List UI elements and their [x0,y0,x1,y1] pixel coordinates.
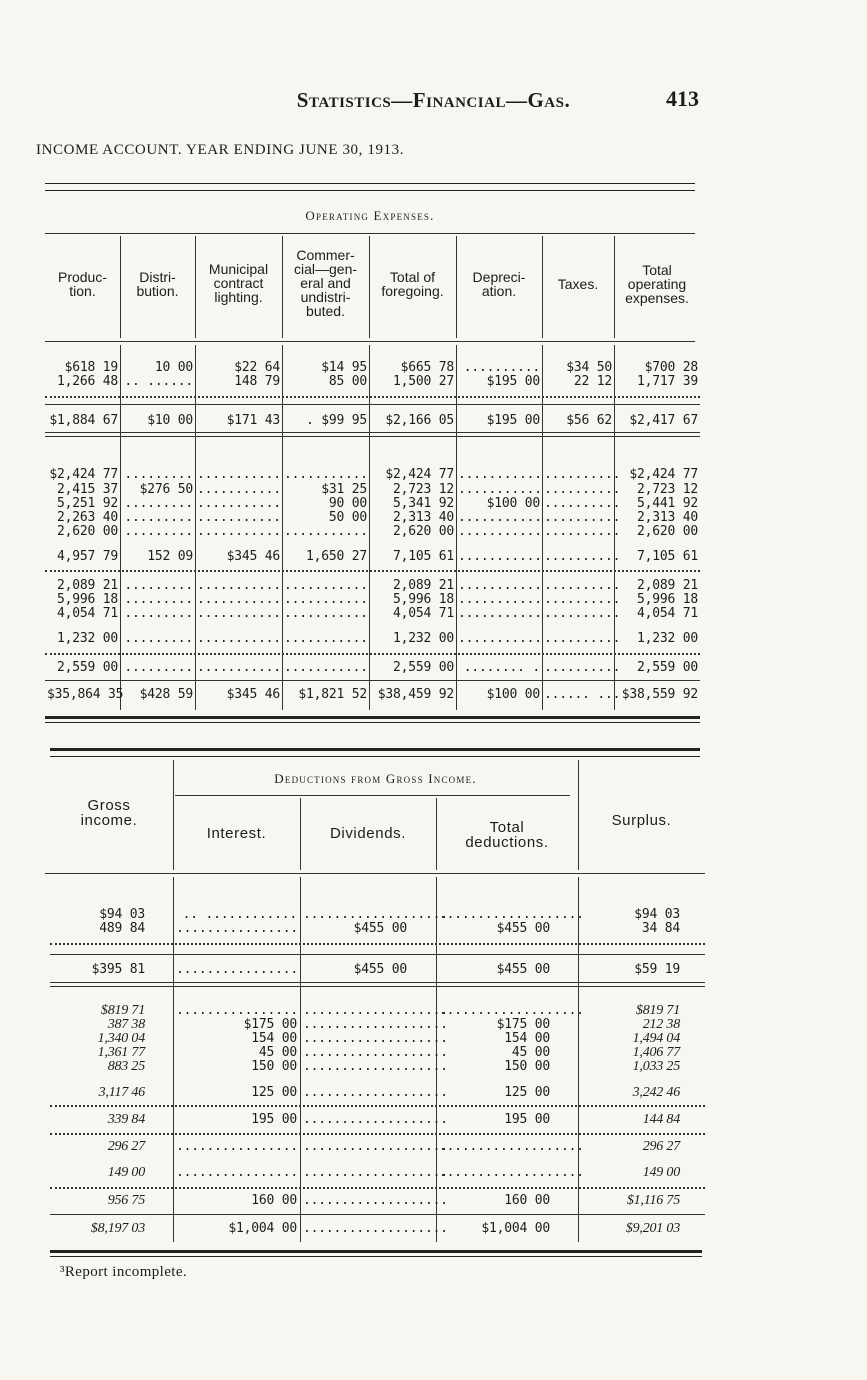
opex-cell: 1,266 48 [56,374,118,389]
opex-cell: 5,996 18 [636,592,698,607]
opex-cell: ........... [197,467,281,482]
ded-cell: ................ [176,1003,299,1018]
ded-cell: ................... [303,1017,448,1032]
dotted-separator [50,943,705,945]
opex-cell: 5,996 18 [56,592,118,607]
ded-cell: ................... [439,1139,584,1154]
ded-cell: 34 84 [641,921,680,936]
opex-cell: 2,723 12 [392,482,454,497]
ded-cell: 154 00 [251,1031,297,1046]
ded-cell: .. ............ [182,907,297,922]
opex-cell: ........... [284,592,368,607]
col-header-5: Depreci- ation. [472,269,526,299]
col-divider [542,345,543,710]
ded-cell: $455 00 [353,962,407,977]
opex-cell: ........... [458,482,542,497]
col-divider [369,345,370,710]
col-divider [542,236,543,338]
opex-cell: $38,459 92 [377,687,454,702]
opex-cell: ........... [458,631,542,646]
ded-cell: 125 00 [504,1085,550,1100]
opex-bottom-rule [45,716,700,719]
ded-cell: ................... [303,1059,448,1074]
top-rule [45,183,695,184]
subtotal-rule-bottom-2 [45,436,700,437]
dotted-separator [50,1105,705,1107]
opex-cell: 1,717 39 [636,374,698,389]
opex-cell: ......... [124,524,193,539]
opex-cell: ........... [197,660,281,675]
subtotal-rule-bottom [45,432,700,433]
opex-cell: $1,884 67 [49,413,118,428]
opex-cell: .......... [544,467,621,482]
subtotal-rule-bottom [50,982,705,983]
opex-cell: ......... [124,578,193,593]
opex-cell: ........... [458,549,542,564]
opex-cell: 10 00 [154,360,193,375]
ded-cell: $819 71 [100,1003,145,1018]
ded-cell: $1,004 00 [228,1221,297,1236]
ded-cell: 883 25 [107,1059,145,1074]
opex-cell: ........... [197,592,281,607]
opex-cell: ...... ... [544,687,621,702]
ded-cell: 296 27 [107,1139,145,1154]
ded-cell: ................... [303,1045,448,1060]
col-divider [578,760,579,870]
ded-cell: 3,117 46 [98,1085,145,1100]
deductions-title-rule [175,795,570,796]
opex-cell: $31 25 [321,482,367,497]
ded-cell: ................... [303,1165,448,1180]
opex-cell: $345 46 [226,687,280,702]
ded-cell: 1,033 25 [632,1059,680,1074]
dotted-separator [45,653,700,655]
ded-top-rule [50,748,700,751]
opex-cell: 2,620 00 [636,524,698,539]
opex-cell: 5,341 92 [392,496,454,511]
opex-cell: .......... [544,660,621,675]
ded-cell: 45 00 [258,1045,297,1060]
opex-cell: ........... [197,631,281,646]
ded-cell: $455 00 [353,921,407,936]
opex-cell: 4,054 71 [56,606,118,621]
opex-cell: 2,415 37 [56,482,118,497]
opex-cell: ......... [124,660,193,675]
opex-cell: ........... [458,510,542,525]
ded-cell: ................... [303,1003,448,1018]
opex-cell: $345 46 [226,549,280,564]
opex-cell: 22 12 [573,374,612,389]
ded-bottom-rule [50,1250,702,1253]
col-divider [120,345,121,710]
dotted-separator [50,1187,705,1189]
opex-cell: 2,263 40 [56,510,118,525]
operating-expenses-title: Operating Expenses. [305,208,435,223]
opex-cell: $2,417 67 [629,413,698,428]
opex-cell: .......... [544,524,621,539]
dotted-separator [45,396,700,398]
opex-cell: ........... [197,496,281,511]
col-header-6: Taxes. [557,276,599,292]
opex-cell: 5,441 92 [636,496,698,511]
opex-cell: 2,089 21 [636,578,698,593]
ded-cell: 160 00 [504,1193,550,1208]
opex-cell: ........... [284,631,368,646]
opex-cell: $665 78 [400,360,454,375]
ded-cell: 489 84 [99,921,145,936]
opex-cell: ......... [124,510,193,525]
ded-cell: 144 84 [642,1112,680,1127]
ded-cell: $175 00 [496,1017,550,1032]
ded-cell: ................... [439,907,584,922]
col-header-0: Produc- tion. [57,269,108,299]
ded-cell: 1,340 04 [97,1031,145,1046]
ded-cell: $395 81 [91,962,145,977]
opex-cell: 5,996 18 [392,592,454,607]
ded-col-header-3: Total deductions. [465,819,549,851]
opex-cell: ......... [124,496,193,511]
ded-cell: 45 00 [511,1045,550,1060]
opex-cell: $618 19 [64,360,118,375]
opex-cell: ........... [284,660,368,675]
top-rule-2 [45,190,695,191]
ded-cell: 149 00 [642,1165,680,1180]
opex-cell: ........... [197,578,281,593]
ded-cell: 1,361 77 [97,1045,145,1060]
dotted-separator [50,1133,705,1135]
ded-cell: 212 38 [642,1017,680,1032]
opex-cell: 152 09 [147,549,193,564]
col-divider [456,345,457,710]
ded-cell: $94 03 [634,907,680,922]
ded-cell: ................ [176,1139,299,1154]
opex-cell: ........... [458,592,542,607]
opex-cell: $195 00 [486,413,540,428]
opex-cell: $10 00 [147,413,193,428]
opex-cell: $22 64 [234,360,280,375]
ded-cell: ................... [303,1112,448,1127]
opex-cell: $34 50 [566,360,612,375]
opex-cell: 2,559 00 [56,660,118,675]
col-divider [456,236,457,338]
opex-cell: .......... [544,631,621,646]
ded-cell: ................... [303,1193,448,1208]
header-bottom-rule [45,341,695,342]
subtotal-rule [45,404,700,405]
ded-cell: ................... [303,1085,448,1100]
opex-cell: 2,089 21 [392,578,454,593]
opex-cell: $276 50 [139,482,193,497]
ded-cell: ................ [176,1165,299,1180]
ded-cell: $8,197 03 [90,1221,145,1236]
opex-cell: 2,559 00 [392,660,454,675]
ded-cell: ................... [303,1139,448,1154]
opex-cell: ........... [284,606,368,621]
ded-cell: 195 00 [504,1112,550,1127]
ded-bottom-rule-2 [50,1256,702,1257]
ded-cell: 296 27 [642,1139,680,1154]
opex-cell: $195 00 [486,374,540,389]
ded-cell: 339 84 [107,1112,145,1127]
opex-cell: ........ . [463,660,540,675]
ded-cell: 150 00 [251,1059,297,1074]
ded-cell: ................ [176,962,299,977]
opex-cell: .......... [463,360,540,375]
opex-cell: 148 79 [234,374,280,389]
opex-cell: $56 62 [566,413,612,428]
opex-cell: 1,500 27 [392,374,454,389]
opex-cell: ......... [124,631,193,646]
opex-cell: ........... [284,524,368,539]
col-header-3: Commer- cial—gen- eral and undistri- buted. [293,247,358,319]
col-divider [300,798,301,870]
opex-cell: $700 28 [644,360,698,375]
col-divider [120,236,121,338]
ded-cell: ................... [303,1221,448,1236]
opex-cell: $2,424 77 [49,467,118,482]
col-header-2: Municipal contract lighting. [208,261,269,305]
page-title: Statistics—Financial—Gas. [296,88,571,112]
ded-cell: $59 19 [634,962,680,977]
ded-cell: 387 38 [107,1017,145,1032]
opex-cell: $35,864 35 [47,687,124,702]
footnote: ³Report incomplete. [60,1264,188,1280]
opex-cell: .. ...... [124,374,193,389]
col-divider [173,760,174,870]
ded-cell: $94 03 [99,907,145,922]
col-divider [436,798,437,870]
ded-header-bottom-rule [45,873,705,874]
opex-cell: .......... [544,578,621,593]
col-divider [195,345,196,710]
opex-cell: 4,054 71 [392,606,454,621]
opex-cell: 1,232 00 [636,631,698,646]
opex-cell: $38,559 92 [621,687,698,702]
page-number: 413 [666,86,699,111]
ded-cell: $175 00 [243,1017,297,1032]
opex-cell: ........... [458,524,542,539]
opex-cell: ........... [197,510,281,525]
ded-cell: 154 00 [504,1031,550,1046]
opex-cell: 2,313 40 [636,510,698,525]
ded-cell: ................... [439,1003,584,1018]
opex-cell: $2,166 05 [385,413,454,428]
opex-cell: 2,620 00 [392,524,454,539]
ded-cell: 149 00 [107,1165,145,1180]
opex-cell: $2,424 77 [385,467,454,482]
opex-cell: . $99 95 [305,413,367,428]
ded-cell: $9,201 03 [625,1221,680,1236]
col-divider [614,236,615,338]
opex-cell: 1,232 00 [56,631,118,646]
ded-cell: 125 00 [251,1085,297,1100]
opex-cell: 2,559 00 [636,660,698,675]
col-divider [282,345,283,710]
opex-cell: .......... [544,592,621,607]
col-header-1: Distri- bution. [136,269,179,299]
ded-col-header-1: Interest. [206,825,267,842]
opex-cell: 2,723 12 [636,482,698,497]
opex-cell: 4,957 79 [56,549,118,564]
ded-cell: 160 00 [251,1193,297,1208]
dotted-separator [45,570,700,572]
opex-cell: 7,105 61 [636,549,698,564]
deductions-title: Deductions from Gross Income. [274,771,477,786]
opex-cell: 4,054 71 [636,606,698,621]
opex-cell: 7,105 61 [392,549,454,564]
opex-cell: 2,089 21 [56,578,118,593]
opex-cell: ......... [124,606,193,621]
ded-col-header-4: Surplus. [611,812,672,829]
opex-cell: ......... [124,592,193,607]
total-rule [45,680,700,681]
ded-cell: $819 71 [635,1003,680,1018]
opex-cell: $1,821 52 [298,687,367,702]
opex-cell: ........... [284,578,368,593]
opex-cell: 1,232 00 [392,631,454,646]
opex-cell: ........... [197,606,281,621]
opex-cell: .......... [544,482,621,497]
opex-cell: 5,251 92 [56,496,118,511]
opex-cell: ......... [124,467,193,482]
opex-cell: ........... [458,467,542,482]
ded-cell: 150 00 [504,1059,550,1074]
col-divider [195,236,196,338]
opex-cell: $100 00 [486,687,540,702]
opex-cell: 90 00 [328,496,367,511]
opex-cell: 2,313 40 [392,510,454,525]
opex-cell: ........... [458,606,542,621]
opex-cell: ........... [458,578,542,593]
ded-cell: ................... [303,907,448,922]
col-divider [282,236,283,338]
ded-cell: 195 00 [251,1112,297,1127]
ded-cell: $455 00 [496,962,550,977]
opex-cell: ........... [197,524,281,539]
ded-cell: 956 75 [107,1193,145,1208]
ded-cell: ................... [303,1031,448,1046]
opex-cell: $2,424 77 [629,467,698,482]
ded-cell: $1,004 00 [481,1221,550,1236]
ded-col-header-2: Dividends. [329,825,407,842]
subtotal-rule [50,954,705,955]
subtotal-rule-bottom-2 [50,986,705,987]
ded-cell: ................ [176,921,299,936]
opex-cell: $100 00 [486,496,540,511]
opex-cell: 1,650 27 [305,549,367,564]
opex-cell: $14 95 [321,360,367,375]
ded-cell: $455 00 [496,921,550,936]
total-rule [50,1214,705,1215]
ded-cell: $1,116 75 [626,1193,680,1208]
header-top-rule [45,233,695,234]
ded-cell: 1,494 04 [632,1031,680,1046]
opex-cell: .......... [544,496,621,511]
opex-cell: ........... [284,467,368,482]
opex-cell: .......... [544,549,621,564]
opex-cell: ........... [197,482,281,497]
opex-cell: .......... [544,606,621,621]
opex-bottom-rule-2 [45,722,700,723]
opex-cell: 50 00 [328,510,367,525]
ded-top-rule-2 [50,756,700,757]
table-subtitle: INCOME ACCOUNT. YEAR ENDING JUNE 30, 1913. [36,142,405,158]
ded-cell: ................... [439,1165,584,1180]
opex-cell: $171 43 [226,413,280,428]
col-header-7: Total operating expenses. [625,262,689,306]
ded-col-header-0: Gross income. [80,797,138,829]
col-header-4: Total of foregoing. [381,269,444,299]
opex-cell: 85 00 [328,374,367,389]
opex-cell: 2,620 00 [56,524,118,539]
ded-cell: 1,406 77 [632,1045,680,1060]
ded-cell: 3,242 46 [632,1085,680,1100]
opex-cell: $428 59 [139,687,193,702]
col-divider [369,236,370,338]
opex-cell: .......... [544,510,621,525]
